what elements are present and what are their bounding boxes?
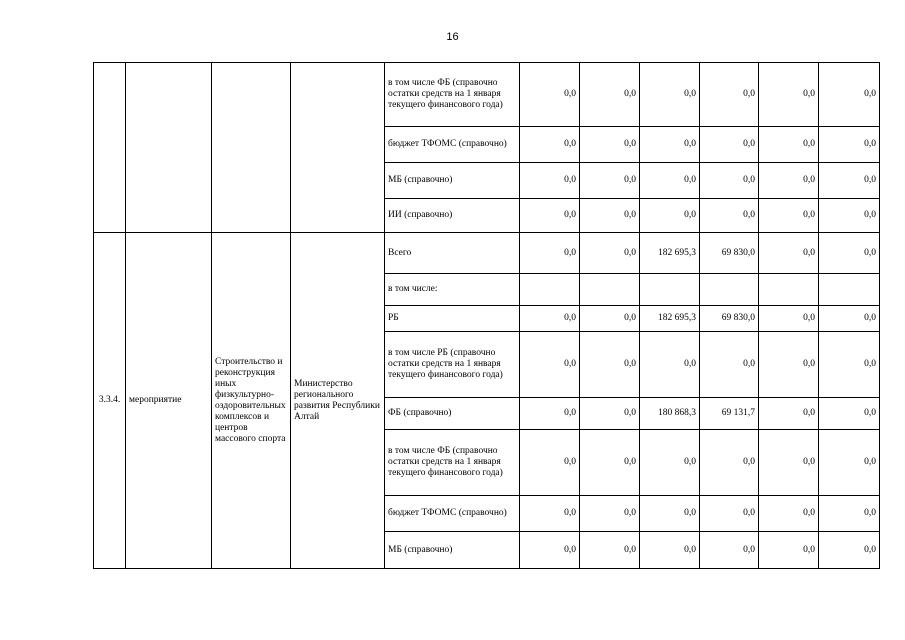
value-cell: 0,0 [640, 532, 700, 569]
value-cell [700, 274, 759, 306]
value-cell: 0,0 [759, 332, 819, 398]
value-cell: 0,0 [520, 163, 580, 199]
budget-table [93, 62, 880, 569]
funding-source-cell: в том числе: [385, 274, 520, 306]
table-row [94, 63, 880, 127]
value-cell: 0,0 [759, 127, 819, 163]
value-cell: 0,0 [759, 233, 819, 274]
code-cell-empty [94, 63, 126, 233]
table-body [94, 63, 880, 569]
value-cell: 0,0 [520, 332, 580, 398]
value-cell: 180 868,3 [640, 398, 700, 430]
value-cell: 0,0 [640, 332, 700, 398]
item-name-cell: Строительство и реконструкция иных физкультурно-оздоровительных комплексов и центров массового спорта [212, 233, 291, 569]
value-cell: 0,0 [580, 306, 640, 332]
value-cell: 0,0 [759, 532, 819, 569]
value-cell: 0,0 [759, 398, 819, 430]
value-cell: 0,0 [819, 127, 880, 163]
value-cell: 0,0 [759, 430, 819, 496]
funding-source-cell: МБ (справочно) [385, 532, 520, 569]
item-executor-cell: Министерство регионального развития Республики Алтай [291, 233, 385, 569]
name-cell-empty [212, 63, 291, 233]
value-cell: 0,0 [580, 127, 640, 163]
funding-source-cell: Всего [385, 233, 520, 274]
funding-source-cell: в том числе ФБ (справочно остатки средств на 1 января текущего финансового года) [385, 430, 520, 496]
value-cell: 0,0 [819, 306, 880, 332]
value-cell: 0,0 [640, 163, 700, 199]
value-cell: 0,0 [580, 332, 640, 398]
value-cell: 0,0 [700, 127, 759, 163]
value-cell: 0,0 [640, 496, 700, 532]
value-cell: 0,0 [819, 496, 880, 532]
funding-source-cell: МБ (справочно) [385, 163, 520, 199]
value-cell [819, 274, 880, 306]
value-cell: 0,0 [759, 496, 819, 532]
funding-source-cell: в том числе РБ (справочно остатки средств на 1 января текущего финансового года) [385, 332, 520, 398]
value-cell: 0,0 [520, 532, 580, 569]
value-cell: 0,0 [759, 163, 819, 199]
value-cell: 0,0 [520, 496, 580, 532]
funding-source-cell: бюджет ТФОМС (справочно) [385, 127, 520, 163]
value-cell: 0,0 [640, 127, 700, 163]
value-cell: 0,0 [819, 332, 880, 398]
value-cell [759, 274, 819, 306]
item-code-cell: 3.3.4. [94, 233, 126, 569]
value-cell: 0,0 [640, 199, 700, 233]
funding-source-cell: РБ [385, 306, 520, 332]
value-cell [520, 274, 580, 306]
funding-source-cell: в том числе ФБ (справочно остатки средств на 1 января текущего финансового года) [385, 63, 520, 127]
page-number: 16 [446, 31, 459, 43]
value-cell: 0,0 [580, 163, 640, 199]
value-cell: 0,0 [580, 233, 640, 274]
value-cell: 0,0 [580, 532, 640, 569]
value-cell: 0,0 [520, 430, 580, 496]
value-cell: 0,0 [580, 496, 640, 532]
value-cell: 182 695,3 [640, 306, 700, 332]
value-cell: 0,0 [819, 63, 880, 127]
value-cell: 0,0 [759, 306, 819, 332]
value-cell [640, 274, 700, 306]
table-row [94, 233, 880, 274]
value-cell: 69 830,0 [700, 233, 759, 274]
value-cell: 0,0 [700, 496, 759, 532]
value-cell: 0,0 [520, 199, 580, 233]
value-cell: 0,0 [520, 306, 580, 332]
value-cell: 0,0 [819, 233, 880, 274]
value-cell: 182 695,3 [640, 233, 700, 274]
value-cell: 0,0 [759, 63, 819, 127]
funding-source-cell: ФБ (справочно) [385, 398, 520, 430]
value-cell: 0,0 [520, 233, 580, 274]
value-cell: 0,0 [640, 430, 700, 496]
executor-cell-empty [291, 63, 385, 233]
value-cell: 0,0 [520, 63, 580, 127]
value-cell: 0,0 [819, 199, 880, 233]
value-cell: 0,0 [819, 430, 880, 496]
value-cell: 0,0 [700, 199, 759, 233]
value-cell: 0,0 [580, 199, 640, 233]
value-cell: 0,0 [700, 332, 759, 398]
value-cell: 0,0 [819, 163, 880, 199]
value-cell: 0,0 [700, 163, 759, 199]
funding-source-cell: бюджет ТФОМС (справочно) [385, 496, 520, 532]
value-cell: 0,0 [759, 199, 819, 233]
value-cell: 0,0 [580, 63, 640, 127]
value-cell: 0,0 [580, 430, 640, 496]
value-cell [580, 274, 640, 306]
value-cell: 0,0 [520, 398, 580, 430]
value-cell: 0,0 [819, 398, 880, 430]
value-cell: 0,0 [700, 430, 759, 496]
value-cell: 0,0 [580, 398, 640, 430]
type-cell-empty [126, 63, 212, 233]
value-cell: 0,0 [700, 63, 759, 127]
value-cell: 0,0 [520, 127, 580, 163]
value-cell: 0,0 [640, 63, 700, 127]
value-cell: 69 131,7 [700, 398, 759, 430]
item-type-cell: мероприятие [126, 233, 212, 569]
value-cell: 69 830,0 [700, 306, 759, 332]
funding-source-cell: ИИ (справочно) [385, 199, 520, 233]
value-cell: 0,0 [819, 532, 880, 569]
value-cell: 0,0 [700, 532, 759, 569]
